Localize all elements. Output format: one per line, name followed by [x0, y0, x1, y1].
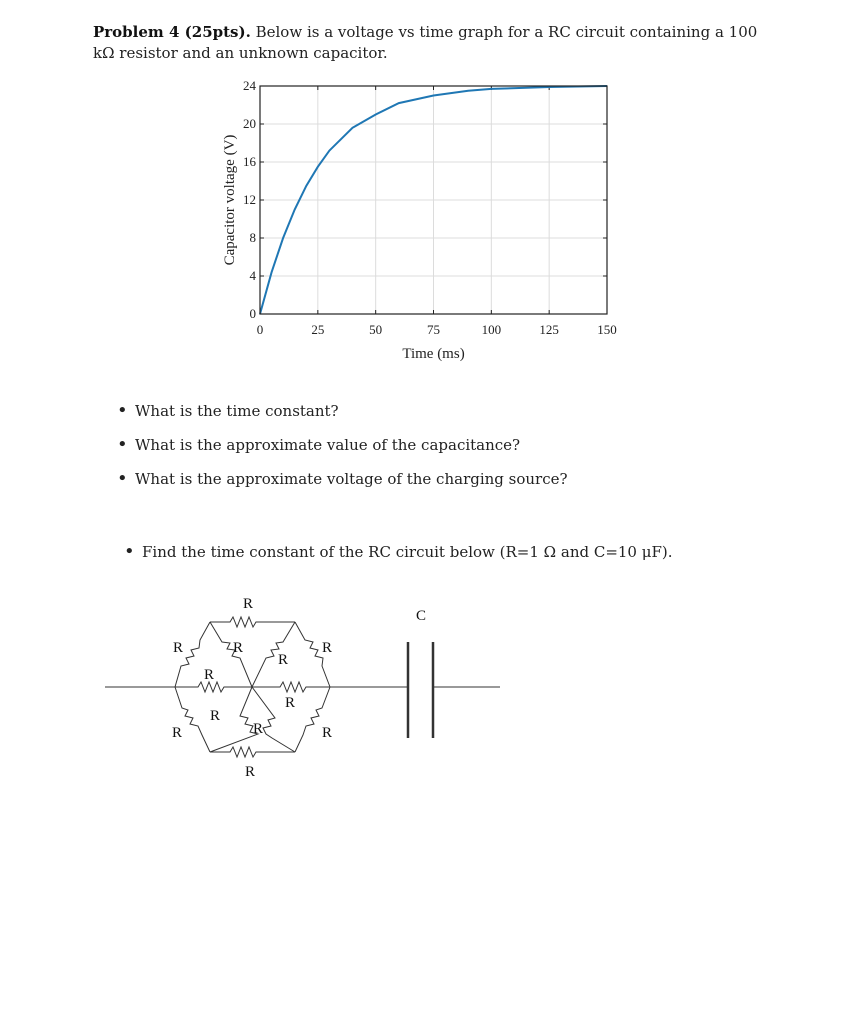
resistor-label: R	[173, 640, 184, 656]
x-tick-label: 150	[597, 322, 617, 337]
x-axis-label: Time (ms)	[402, 346, 465, 362]
rc-circuit-diagram	[100, 590, 520, 790]
problem-statement	[93, 22, 773, 64]
x-tick-label: 50	[369, 322, 383, 337]
capacitor-label: C	[416, 608, 427, 624]
resistor-label: R	[245, 764, 256, 780]
problem-heading: Problem 4 (25pts).	[93, 23, 251, 41]
x-tick-label: 0	[256, 322, 264, 337]
resistor-label: R	[322, 725, 333, 741]
y-tick-label: 24	[243, 78, 256, 93]
problem-text: Below is a voltage vs time graph for a RC circuit containing a 100 kΩ resistor and an unknown capacitor.	[93, 23, 758, 62]
y-tick-label: 16	[243, 154, 256, 169]
resistor-lower-left	[175, 687, 210, 752]
chart-grid	[260, 86, 607, 314]
x-tick-label: 100	[481, 322, 502, 337]
resistor-inner-upper-left	[210, 622, 252, 687]
resistor-label: R	[204, 667, 215, 683]
y-tick-label: 20	[243, 116, 256, 131]
y-axis-label: Capacitor voltage (V)	[222, 134, 238, 266]
resistor-inner-right	[252, 682, 330, 692]
resistor-label: R	[253, 721, 264, 737]
circuit-question: • Find the time constant of the RC circuit below (R=1 Ω and C=10 μF).	[124, 541, 673, 563]
y-tick-label: 0	[249, 306, 256, 321]
x-tick-label: 125	[539, 322, 559, 337]
question-item: • What is the time constant?	[117, 400, 568, 434]
question-item: • What is the approximate voltage of the charging source?	[117, 468, 568, 502]
voltage-time-chart	[200, 70, 640, 380]
x-tick-label: 25	[311, 322, 325, 337]
y-tick-label: 12	[243, 192, 256, 207]
y-tick-label: 8	[249, 230, 256, 245]
resistor-label: R	[322, 640, 333, 656]
resistor-label: R	[285, 695, 296, 711]
resistor-bottom	[210, 747, 295, 757]
question-list	[117, 400, 568, 502]
resistor-top	[210, 617, 295, 627]
resistor-label: R	[172, 725, 183, 741]
resistor-inner-upper-right	[252, 622, 295, 687]
resistor-label: R	[278, 652, 289, 668]
resistor-lower-right	[295, 687, 333, 752]
resistor-inner-left	[175, 682, 252, 692]
resistor-label: R	[243, 596, 254, 612]
resistor-label: R	[210, 708, 221, 724]
question-item: • What is the approximate value of the capacitance?	[117, 434, 568, 468]
resistor-label: R	[233, 640, 244, 656]
y-tick-label: 4	[249, 268, 256, 283]
x-tick-label: 75	[427, 322, 440, 337]
